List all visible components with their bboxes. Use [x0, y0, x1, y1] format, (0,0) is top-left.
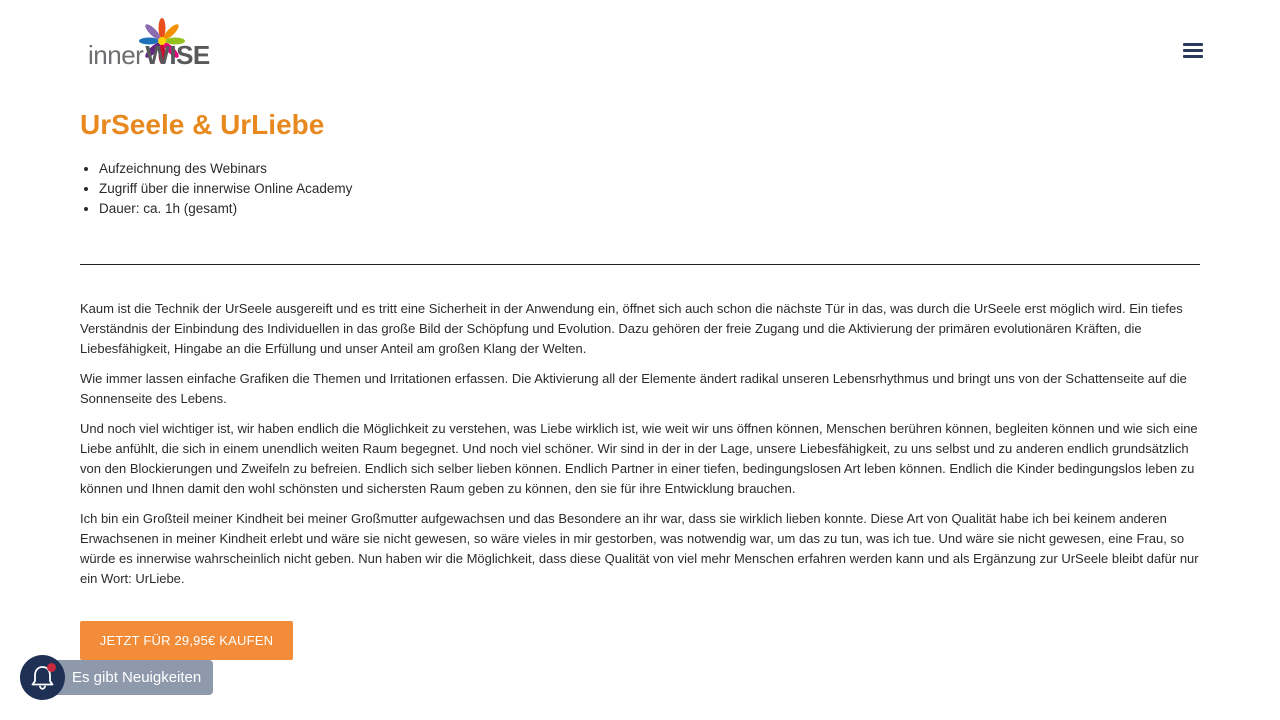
list-item: • Aufzeichnung des Webinars — [99, 159, 1200, 179]
list-item: • Zugriff über die innerwise Online Academy — [99, 179, 1200, 199]
notification-label[interactable]: Es gibt Neuigkeiten — [50, 660, 213, 695]
logo-inner-text: inner — [88, 40, 144, 70]
innerwise-logo[interactable] — [86, 18, 210, 84]
description-paragraph: Und noch viel wichtiger ist, wir haben endlich die Möglichkeit zu verstehen, was Liebe wirklich ist, wie weit wir uns öffnen können, Menschen berühren können, begleiten können und wie sich eine Liebe anfühlt, die sich in einem unendlich weiten Raum begegnet. Und noch viel schöner. Wir sind in der in der Lage, unsere Liebesfähigkeit, zu uns selbst und zu anderen endlich grundsätzlich von den Blockierungen und Zweifeln zu befreien. Endlich sich selber lieben können. Endlich Partner in einer tiefen, bedingungslosen Art leben können. Endlich die Kinder bedingungslos leben zu können und Ihnen damit den wohl schönsten und sichersten Raum geben zu können, den sie für ihre Entwicklung brauchen. — [80, 421, 1198, 496]
notification-button[interactable] — [20, 655, 65, 700]
logo-wise-text: WISE — [145, 40, 210, 70]
feature-list — [80, 159, 1200, 219]
list-item: • Dauer: ca. 1h (gesamt) — [99, 199, 1200, 219]
divider — [80, 264, 1200, 265]
description-paragraph: Wie immer lassen einfache Grafiken die Themen und Irritationen erfassen. Die Aktivierung all der Elemente ändert radikal unseren Lebensrhythmus und bringt uns von der Schattenseite auf die Sonnenseite des Lebens. — [80, 371, 1187, 406]
description-paragraph: Ich bin ein Großteil meiner Kindheit bei meiner Großmutter aufgewachsen und das Besondere an ihr war, dass sie wirklich lieben konnte. Diese Art von Qualität habe ich bei keinem anderen Erwachsenen in meiner Kindheit erlebt und wäre sie nicht gewesen, so wäre vieles in mir gestorben, was notwendig war, um das zu tun, was ich tue. Und wäre sie nicht gewesen, eine Frau, so würde es innerwise wahrscheinlich nicht geben. Nun haben wir die Möglichkeit, dass diese Qualität von viel mehr Menschen erfahren werden kann und als Ergänzung zur UrSeele bleibt dafür nur ein Wort: UrLiebe. — [80, 511, 1199, 586]
main-content — [80, 105, 1200, 599]
buy-button[interactable]: JETZT FÜR 29,95€ KAUFEN — [80, 621, 293, 660]
notification-dot — [47, 663, 56, 672]
site-header — [0, 0, 1280, 100]
hamburger-menu-icon[interactable] — [1180, 38, 1206, 64]
logo-wordmark — [88, 40, 210, 70]
description — [80, 299, 1200, 589]
product-title: UrSeele & UrLiebe — [80, 109, 325, 140]
bell-icon — [20, 655, 65, 700]
description-paragraph: Kaum ist die Technik der UrSeele ausgereift und es tritt eine Sicherheit in der Anwendung ein, öffnet sich auch schon die nächste Tür in das, was durch die UrSeele erst möglich wird. Ein tiefes Verständnis der Einbindung des Individuellen in das große Bild der Schöpfung und Evolution. Dazu gehören der freie Zugang und die Aktivierung der primären evolutionären Kräften, die Liebesfähigkeit, Hingabe an die Erfüllung und unser Anteil am großen Klang der Welten. — [80, 301, 1183, 356]
